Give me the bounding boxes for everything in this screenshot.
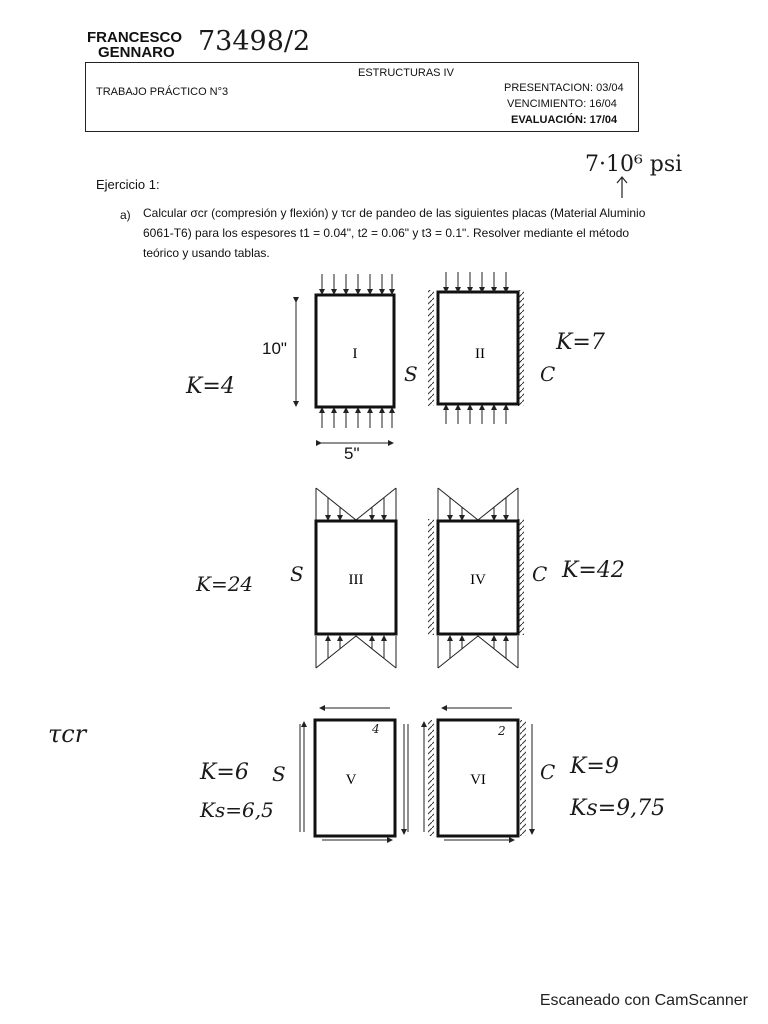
c-plate-ii: C: [540, 362, 556, 386]
plate-i-group: [296, 274, 394, 443]
k-plate-v: K=6: [200, 760, 249, 785]
c-plate-vi: C: [540, 760, 556, 784]
dim-height: 10": [262, 339, 287, 358]
plate-v-group: [300, 708, 408, 840]
exercise-line-3: teórico y usando tablas.: [143, 246, 270, 260]
num-plate-vi: 2: [498, 724, 506, 738]
plate-vi-label: VI: [470, 772, 486, 788]
tau-annotation: τcr: [48, 720, 87, 748]
camscanner-footer: Escaneado con CamScanner: [539, 992, 748, 1009]
assignment-title: TRABAJO PRÁCTICO N°3: [96, 86, 229, 98]
exercise-line-1: Calcular σcr (compresión y flexión) y τcr de pandeo de las siguientes placas (Material Aluminio: [143, 206, 646, 220]
plate-iv-label: IV: [470, 572, 486, 588]
plate-vi-group: [424, 708, 532, 840]
s-plate-iii: S: [290, 562, 304, 586]
num-plate-v: 4: [372, 722, 380, 736]
exercise-line-2: 6061-T6) para los espesores t1 = 0.04", t2 = 0.06" y t3 = 0.1". Resolver mediante el método: [143, 226, 630, 240]
s-plate-v: S: [272, 762, 286, 786]
ks-plate-vi: Ks=9,75: [570, 796, 666, 821]
evaluation-date: EVALUACIÓN: 17/04: [511, 114, 618, 126]
student-last-name: GENNARO: [98, 44, 175, 61]
student-first-name: FRANCESCO: [87, 29, 183, 46]
k-plate-ii: K=7: [556, 330, 605, 355]
k-plate-vi: K=9: [570, 754, 619, 779]
plate-v-label: V: [345, 772, 357, 788]
plate-i-label: I: [352, 346, 358, 362]
exercise-title: Ejercicio 1:: [96, 177, 160, 192]
k-plate-iii: K=24: [196, 572, 254, 596]
due-date: VENCIMIENTO: 16/04: [507, 98, 617, 110]
modulus-annotation: 7·10⁶ psi: [585, 152, 683, 177]
s-plate-i: S: [404, 362, 418, 386]
dim-width: 5": [344, 444, 360, 463]
k-plate-i: K=4: [186, 374, 235, 399]
presentation-date: PRESENTACION: 03/04: [504, 82, 624, 94]
item-label: a): [120, 208, 131, 222]
plate-iv-group: [428, 488, 524, 668]
plate-ii-group: [428, 272, 524, 424]
plate-ii-label: II: [475, 346, 485, 362]
c-plate-iv: C: [532, 562, 548, 586]
k-plate-iv: K=42: [562, 558, 625, 583]
plate-iii-group: [316, 488, 396, 668]
course-title: ESTRUCTURAS IV: [358, 67, 454, 79]
ks-plate-v: Ks=6,5: [200, 798, 274, 822]
plate-iii-label: III: [348, 572, 364, 588]
student-id-handwritten: 73498/2: [198, 26, 311, 57]
